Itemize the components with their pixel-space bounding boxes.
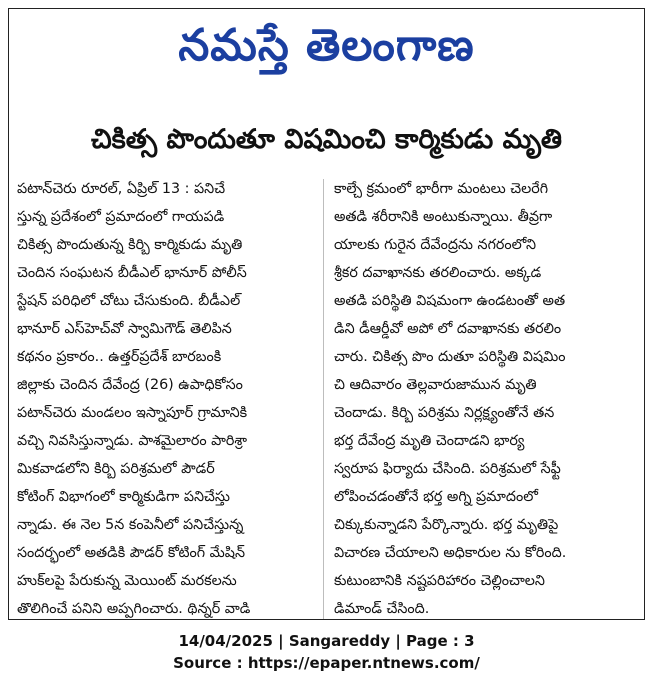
article-line: మికవాడలోని కిర్బి పరిశ్రమలో పౌడర్ — [17, 461, 215, 477]
article-line: జిల్లాకు చెందిన దేవేంద్ర (26) ఉపాధికోసం — [17, 377, 243, 393]
article-line: సందర్భంలో అతడికి పౌడర్ కోటింగ్ మేషిన్ — [17, 545, 246, 561]
article-headline: చికిత్స పొందుతూ విషమించి కార్మికుడు మృతి — [90, 124, 563, 155]
article-line: పటాన్‌చెరు మండలం ఇస్నాపూర్ గ్రామానికి — [17, 405, 248, 421]
article-line: చారు. చికిత్స పొం దుతూ పరిస్థితి విషమిం — [334, 349, 566, 365]
column-divider — [323, 179, 324, 619]
article-line: పటాన్‌చెరు రూరల్, ఏప్రిల్ 13 : పనిచే — [17, 181, 226, 197]
article-line: శ్రీకర దవాఖానకు తరలించారు. అక్కడ — [334, 265, 542, 281]
article-line: హుక్‌లపై పేరుకున్న మెయింట్ మరకలను — [17, 573, 237, 589]
article-line: తొలిగించే పనిని అప్పగించారు. థిన్నర్ వాడి — [17, 601, 251, 617]
article-line: యాలకు గురైన దేవేంద్రను నగరంలోని — [334, 237, 537, 253]
article-line: వచ్చి నివసిస్తున్నాడు. పాశమైలారం పారిశ్రా — [17, 433, 247, 449]
publication-meta: 14/04/2025 | Sangareddy | Page : 3 — [178, 632, 475, 650]
article-line: చి ఆదివారం తెల్లవారుజామున మృతి — [334, 377, 537, 393]
article-line: డిమాండ్ చేసింది. — [334, 601, 430, 617]
article-line: చికిత్స పొందుతున్న కిర్బి కార్మికుడు మృతి — [17, 237, 243, 253]
article-line: భర్త దేవేంద్ర మృతి చెందాడని భార్య — [334, 433, 525, 449]
article-column-right — [334, 175, 634, 620]
article-line: స్టేషన్ పరిధిలో చోటు చేసుకుంది. బీడీఎల్ — [17, 293, 241, 309]
article-line: కథనం ప్రకారం.. ఉత్తర్‌ప్రదేశ్ బారబంకి — [17, 349, 222, 365]
article-line: లోపించడంతోనే భర్త అగ్ని ప్రమాదంలో — [334, 489, 538, 505]
masthead-logo: నమస్తే తెలంగాణ — [178, 20, 475, 71]
newspaper-clipping — [8, 8, 645, 620]
article-line: న్నాడు. ఈ నెల 5న కంపెనీలో పనిచేస్తున్న — [17, 517, 244, 533]
article-line: కోటింగ్ విభాగంలో కార్మికుడిగా పనిచేస్తు — [17, 489, 230, 505]
article-line: కుటుంబానికి నష్టపరిహారం చెల్లించాలని — [334, 573, 545, 589]
article-column-left — [17, 175, 317, 620]
article-line: డిని డీఆర్డీవో అపో లో దవాఖానకు తరలిం — [334, 321, 562, 337]
article-line: విచారణ చేయాలని అధికారుల ను కోరింది. — [334, 545, 567, 561]
source-link[interactable]: Source : https://epaper.ntnews.com/ — [173, 654, 480, 672]
article-line: అతడి పరిస్థితి విషమంగా ఉండటంతో అత — [334, 293, 566, 309]
article-line: చెందిన సంఘటన బీడీఎల్ భానూర్ పోలీస్ — [17, 265, 247, 281]
article-line: చిక్కుకున్నాడని పేర్కొన్నారు. భర్త మృతిపై — [334, 517, 559, 533]
article-line: స్వరూప ఫిర్యాదు చేసింది. పరిశ్రమలో సేఫ్టీ — [334, 461, 561, 477]
article-line: అతడి శరీరానికి అంటుకున్నాయి. తీవ్రగా — [334, 209, 553, 225]
article-line: చెందాడు. కిర్బి పరిశ్రమ నిర్లక్ష్యంతోనే తన — [334, 405, 555, 421]
article-line: కాల్చే క్రమంలో భారీగా మంటలు చెలరేగి — [334, 181, 549, 197]
article-line: స్తున్న ప్రదేశంలో ప్రమాదంలో గాయపడి — [17, 209, 225, 225]
clipping-footer — [0, 630, 653, 674]
article-line: భానూర్ ఎస్‌హెచ్‌వో స్వామిగౌడ్ తెలిపిన — [17, 321, 232, 337]
